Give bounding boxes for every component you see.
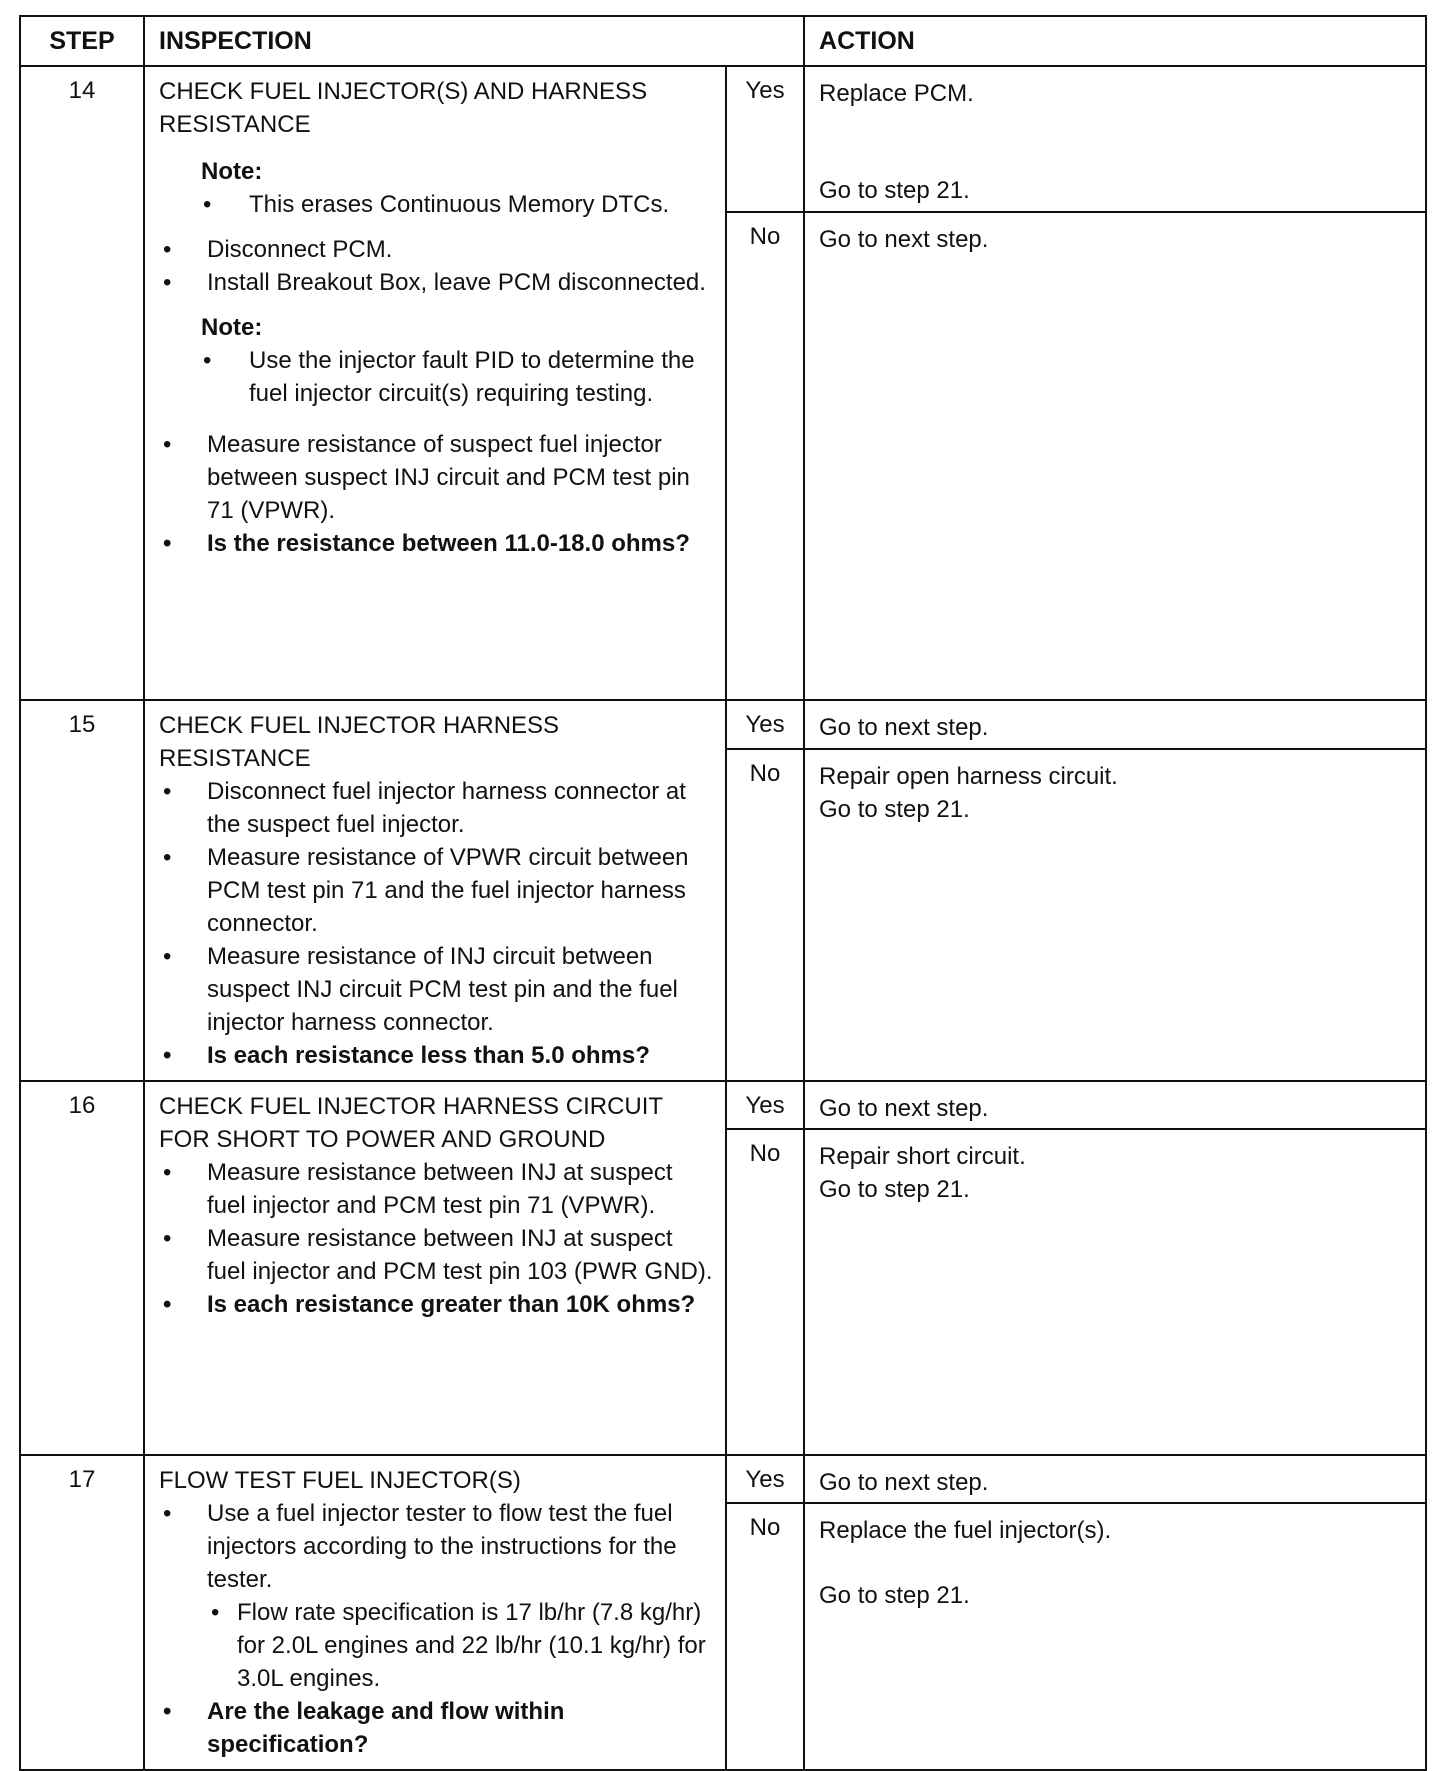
- step-number: 14: [20, 66, 144, 700]
- no-label: No: [726, 212, 804, 700]
- header-action: ACTION: [804, 16, 1426, 66]
- sub-bullet-list: [207, 1596, 717, 1695]
- inspection-title: FLOW TEST FUEL INJECTOR(S): [159, 1467, 521, 1494]
- no-label: No: [726, 1503, 804, 1770]
- table-row-step-15: [20, 700, 1426, 749]
- no-action: [804, 1129, 1426, 1455]
- table-row-step-16: [20, 1081, 1426, 1129]
- bullet-item: • Disconnect fuel injector harness connector at the suspect fuel injector.: [159, 775, 717, 841]
- action-text: Go to step 21.: [819, 177, 970, 204]
- yes-label: Yes: [726, 66, 804, 212]
- yes-label: Yes: [726, 1081, 804, 1129]
- bullet-text: Use a fuel injector tester to flow test the fuel injectors according to the instructions for the tester.: [207, 1500, 677, 1593]
- title-line: CHECK FUEL INJECTOR(S) AND HARNESS: [159, 78, 648, 105]
- question-item: • Are the leakage and flow within specification?: [159, 1695, 717, 1761]
- note-label: Note:: [201, 158, 263, 185]
- bullet-item: [159, 1497, 717, 1695]
- step-number: 17: [20, 1455, 144, 1770]
- inspection-title: CHECK FUEL INJECTOR HARNESS CIRCUIT FOR SHORT TO POWER AND GROUND: [159, 1093, 663, 1153]
- table-row-step-17: [20, 1455, 1426, 1503]
- bullet-item: • Install Breakout Box, leave PCM disconnected.: [159, 266, 717, 299]
- bullet-list: [159, 1156, 717, 1321]
- note-block: [201, 311, 717, 410]
- bullet-item: • Disconnect PCM.: [159, 233, 717, 266]
- action-text: Go to step 21.: [819, 1582, 970, 1610]
- header-inspection: INSPECTION: [144, 16, 804, 66]
- title-line: RESISTANCE: [159, 111, 311, 138]
- header-row: [20, 16, 1426, 66]
- action-text: Go to step 21.: [819, 795, 970, 823]
- no-action: [804, 1503, 1426, 1770]
- step-number: 15: [20, 700, 144, 1081]
- note-block: [201, 155, 717, 221]
- yes-action: Go to next step.: [804, 700, 1426, 749]
- bullet-list: [159, 1497, 717, 1761]
- action-text: Replace PCM.: [819, 80, 974, 107]
- note-label: Note:: [201, 314, 263, 341]
- inspection-cell: [144, 1455, 726, 1770]
- bullet-item: • Measure resistance between INJ at suspect fuel injector and PCM test pin 103 (PWR GND).: [159, 1222, 717, 1288]
- yes-action: [804, 66, 1426, 212]
- question-item: • Is each resistance greater than 10K ohms?: [159, 1288, 717, 1321]
- table-row-step-14: [20, 66, 1426, 212]
- action-text: Repair open harness circuit.: [819, 762, 1118, 790]
- bullet-item: • Measure resistance of VPWR circuit between PCM test pin 71 and the fuel injector harness connector.: [159, 841, 717, 940]
- inspection-title: [159, 75, 717, 141]
- no-label: No: [726, 749, 804, 1081]
- sub-bullet-item: • Flow rate specification is 17 lb/hr (7.8 kg/hr) for 2.0L engines and 22 lb/hr (10.1 kg/hr) for 3.0L engines.: [207, 1596, 717, 1695]
- yes-action: Go to next step.: [804, 1455, 1426, 1503]
- bullet-item: • Measure resistance between INJ at suspect fuel injector and PCM test pin 71 (VPWR).: [159, 1156, 717, 1222]
- inspection-title: CHECK FUEL INJECTOR HARNESS RESISTANCE: [159, 712, 560, 772]
- no-action: [804, 749, 1426, 1081]
- action-text: Replace the fuel injector(s).: [819, 1517, 1112, 1545]
- question-item: • Is the resistance between 11.0-18.0 ohms?: [159, 527, 717, 560]
- note-item: • Use the injector fault PID to determine the fuel injector circuit(s) requiring testing.: [201, 344, 717, 410]
- bullet-item: • Measure resistance of INJ circuit between suspect INJ circuit PCM test pin and the fuel injector harness connector.: [159, 940, 717, 1039]
- step-number: 16: [20, 1081, 144, 1455]
- yes-label: Yes: [726, 1455, 804, 1503]
- inspection-cell: [144, 700, 726, 1081]
- yes-action: Go to next step.: [804, 1081, 1426, 1129]
- note-item: • This erases Continuous Memory DTCs.: [201, 188, 717, 221]
- action-text: Repair short circuit.: [819, 1143, 1026, 1170]
- bullet-list: [159, 428, 717, 560]
- diagnostic-table: [19, 15, 1427, 1771]
- question-item: • Is each resistance less than 5.0 ohms?: [159, 1039, 717, 1072]
- inspection-cell: [144, 1081, 726, 1455]
- inspection-cell: [144, 66, 726, 700]
- bullet-item: • Measure resistance of suspect fuel injector between suspect INJ circuit and PCM test pin 71 (VPWR).: [159, 428, 717, 527]
- action-text: Go to step 21.: [819, 1176, 970, 1203]
- yes-label: Yes: [726, 700, 804, 749]
- bullet-list: [159, 233, 717, 299]
- header-step: STEP: [20, 16, 144, 66]
- no-label: No: [726, 1129, 804, 1455]
- no-action: Go to next step.: [804, 212, 1426, 700]
- bullet-list: [159, 775, 717, 1072]
